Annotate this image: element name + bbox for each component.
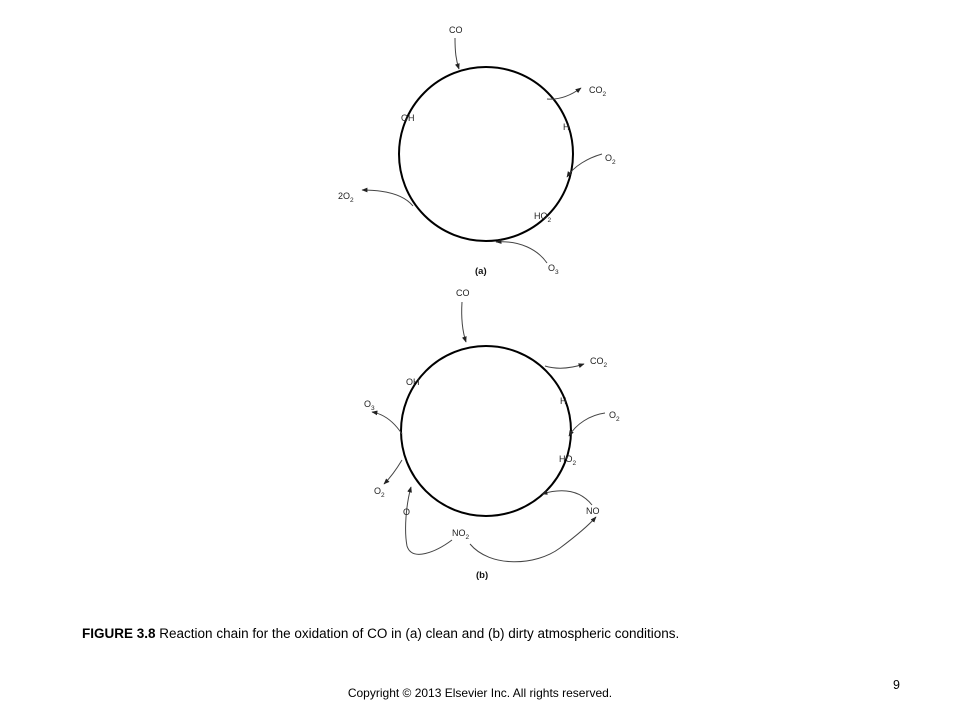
panel-a-oh-label: OH <box>401 113 415 123</box>
panel-b-no-label: NO <box>586 506 600 516</box>
panel-b-no2-to-no-arrow <box>470 517 596 562</box>
panel-b-oh-label: OH <box>406 377 420 387</box>
panel-a-o3-arrow <box>496 242 547 263</box>
panel-b-no2-to-o-arrow <box>406 487 452 554</box>
panel-b-o2-right-label: $O_2$ <box>609 410 620 423</box>
panel-b-o2-right-arrow <box>569 413 605 436</box>
figure-label: FIGURE 3.8 <box>82 626 156 641</box>
panel-a-co-label: CO <box>449 25 463 35</box>
panel-b-o3-arrow <box>372 412 402 434</box>
panel-b-no-arrow <box>542 491 592 505</box>
panel-b <box>364 288 620 581</box>
panel-b-co2-arrow <box>545 364 584 368</box>
panel-b-o3-label: $O_3$ <box>364 399 375 412</box>
panel-a-2o2-arrow <box>362 190 413 206</box>
panel-a-o3-label: $O_3$ <box>548 263 559 276</box>
panel-b-o2-left-arrow <box>384 460 402 484</box>
panel-b-no2-label: $NO_2$ <box>452 528 470 541</box>
panel-b-reaction-ring <box>401 346 571 516</box>
panel-b-o-label: O <box>403 507 411 517</box>
panel-b-o2-left-label: $O_2$ <box>374 486 385 499</box>
figure-caption-text: Reaction chain for the oxidation of CO in (a) clean and (b) dirty atmospheric conditions. <box>155 626 680 641</box>
panel-b-co-arrow <box>462 302 466 342</box>
panel-a-2o2-label: $2O_2$ <box>338 191 354 204</box>
panel-a <box>338 25 616 277</box>
copyright-notice: Copyright © 2013 Elsevier Inc. All rights reserved. <box>347 686 613 700</box>
page-number: 9 <box>893 678 900 692</box>
panel-a-co-arrow <box>455 38 459 69</box>
panel-b-ho2-label: $HO_2$ <box>559 454 577 467</box>
panel-a-co2-label: $CO_2$ <box>589 85 607 98</box>
panel-a-h-label: H <box>563 122 570 132</box>
panel-b-co2-label: $CO_2$ <box>590 356 608 369</box>
panel-b-h-label: H <box>560 396 567 406</box>
figure-caption <box>82 626 942 642</box>
panel-a-o2-label: $O_2$ <box>605 153 616 166</box>
panel-b-co-label: CO <box>456 288 470 298</box>
panel-a-ho2-label: $HO_2$ <box>534 211 552 224</box>
panel-b-caption-label: (b) <box>476 570 489 581</box>
panel-a-caption-label: (a) <box>475 266 487 277</box>
